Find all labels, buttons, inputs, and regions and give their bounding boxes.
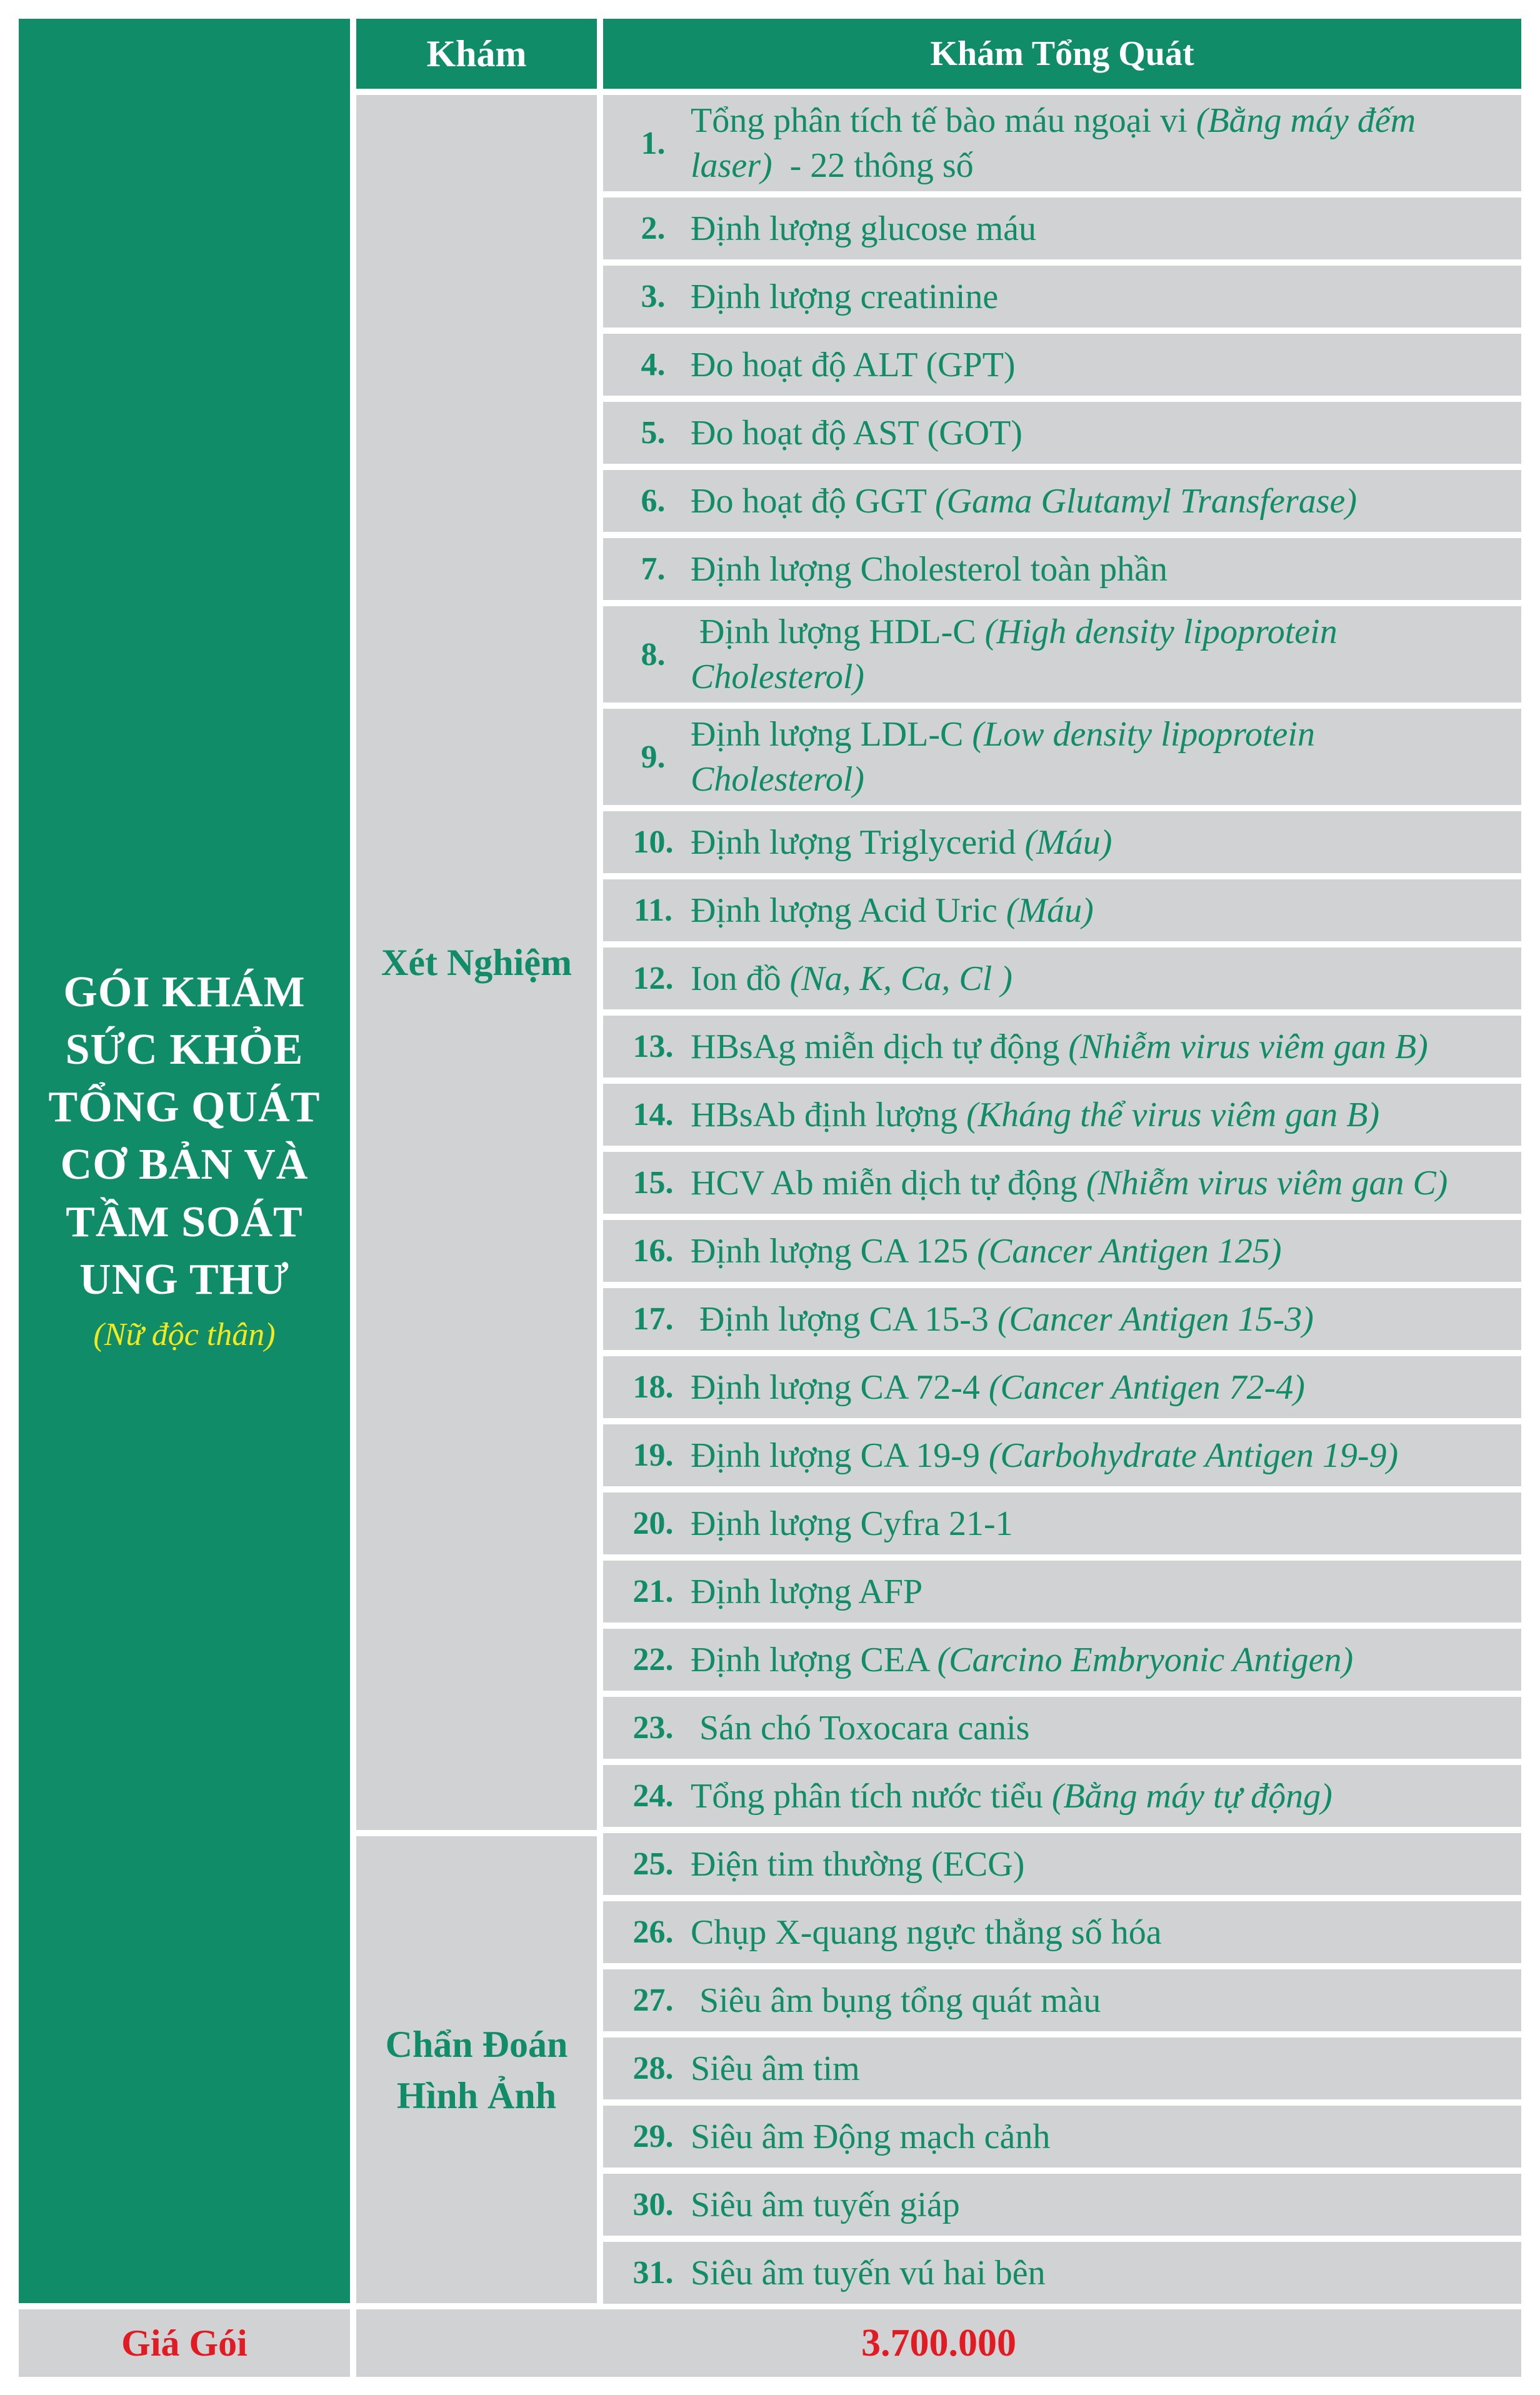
exam-item-name: Định lượng Acid Uric	[691, 891, 1006, 930]
exam-item-row	[603, 538, 1521, 600]
exam-item-row	[603, 1629, 1521, 1691]
exam-item-name: Điện tim thường (ECG)	[691, 1844, 1025, 1884]
exam-item-row	[603, 1901, 1521, 1963]
exam-item-number: 6.	[641, 483, 666, 519]
exam-item-row	[603, 1220, 1521, 1282]
exam-item-text	[691, 547, 1521, 592]
exam-item-number: 30.	[632, 2187, 674, 2222]
exam-item-row	[603, 1288, 1521, 1350]
exam-item-row	[603, 879, 1521, 941]
exam-item-number: 4.	[641, 347, 666, 382]
exam-item-row	[603, 1492, 1521, 1554]
exam-item-name: Siêu âm tuyến vú hai bên	[691, 2253, 1046, 2292]
exam-item-text	[691, 609, 1521, 699]
exam-item-name: HBsAg miễn dịch tự động	[691, 1027, 1069, 1066]
exam-item-text	[691, 2114, 1521, 2159]
package-title-line: TẦM SOÁT	[66, 1198, 303, 1246]
exam-item-number: 25.	[632, 1846, 674, 1882]
exam-item-name: Định lượng CEA	[691, 1640, 938, 1679]
exam-item-name: Định lượng AFP	[691, 1572, 923, 1611]
exam-item-text	[691, 1978, 1521, 2023]
category-chan-doan-hinh-anh	[356, 1836, 597, 2303]
exam-item-row	[603, 1697, 1521, 1759]
package-title-line: CƠ BẢN VÀ	[60, 1140, 309, 1189]
exam-item-text	[691, 342, 1521, 388]
category-xet-nghiem	[356, 95, 597, 1830]
exam-item-row	[603, 709, 1521, 805]
exam-item-note: (Cancer Antigen 15-3)	[997, 1299, 1314, 1339]
exam-item-row	[603, 266, 1521, 328]
exam-item-name: Chụp X-quang ngực thẳng số hóa	[691, 1912, 1162, 1952]
exam-item-text	[691, 1297, 1521, 1342]
exam-item-row	[603, 1765, 1521, 1827]
exam-item-note: (Bằng máy đếm laser)	[691, 101, 1425, 185]
exam-item-number: 1.	[641, 125, 666, 161]
exam-item-text	[691, 206, 1521, 251]
exam-item-row	[603, 95, 1521, 191]
exam-item-note: (Cancer Antigen 72-4)	[988, 1368, 1305, 1407]
exam-item-name: Siêu âm Động mạch cảnh	[691, 2117, 1051, 2156]
exam-item-name: Đo hoạt độ ALT (GPT)	[691, 345, 1016, 384]
exam-item-number: 5.	[641, 415, 666, 451]
exam-item-number: 3.	[641, 279, 666, 314]
exam-item-number: 14.	[632, 1097, 674, 1132]
exam-item-row	[603, 470, 1521, 532]
exam-item-note: (Nhiễm virus viêm gan B)	[1068, 1027, 1428, 1066]
exam-item-row	[603, 334, 1521, 396]
exam-item-number: 24.	[632, 1778, 674, 1814]
exam-item-row	[603, 948, 1521, 1009]
exam-item-name: HCV Ab miễn dịch tự động	[691, 1163, 1086, 1202]
exam-item-row	[603, 402, 1521, 464]
category-label: Xét Nghiệm	[381, 942, 572, 983]
package-title-line: GÓI KHÁM	[63, 968, 306, 1016]
exam-item-text	[691, 712, 1521, 802]
exam-item-row	[603, 1969, 1521, 2031]
exam-item-text	[691, 1024, 1521, 1069]
exam-item-name: Định lượng HDL-C	[691, 612, 985, 651]
exam-item-text	[691, 1229, 1521, 1274]
header-kham-tong-quat: Khám Tổng Quát	[603, 19, 1521, 89]
exam-item-text	[691, 956, 1521, 1001]
header-kham: Khám	[356, 19, 597, 89]
exam-item-number: 11.	[633, 892, 673, 928]
exam-item-number: 31.	[632, 2255, 674, 2291]
exam-item-note: (Carcino Embryonic Antigen)	[937, 1640, 1354, 1679]
exam-item-text	[691, 1569, 1521, 1614]
exam-item-name: Định lượng CA 125	[691, 1231, 978, 1271]
exam-item-number: 15.	[632, 1165, 674, 1201]
exam-item-row	[603, 1152, 1521, 1214]
exam-item-name: Siêu âm tuyến giáp	[691, 2185, 960, 2224]
exam-item-text	[691, 1638, 1521, 1682]
exam-item-text	[691, 1774, 1521, 1819]
exam-item-name: Định lượng creatinine	[691, 277, 999, 316]
exam-item-text	[691, 274, 1521, 319]
package-title-line: SỨC KHỎE	[65, 1025, 304, 1074]
exam-item-name: Định lượng CA 15-3	[691, 1299, 998, 1339]
exam-item-number: 2.	[641, 211, 666, 246]
exam-item-row	[603, 1424, 1521, 1486]
exam-item-row	[603, 1356, 1521, 1418]
exam-item-text	[691, 820, 1521, 865]
exam-item-text	[691, 2251, 1521, 2296]
exam-item-number: 7.	[641, 551, 666, 587]
exam-item-text	[691, 1433, 1521, 1478]
exam-item-number: 26.	[632, 1914, 674, 1950]
exam-item-note: (Kháng thể virus viêm gan B)	[966, 1095, 1380, 1134]
exam-item-row	[603, 1561, 1521, 1622]
exam-item-number: 17.	[632, 1301, 674, 1337]
exam-item-number: 21.	[632, 1574, 674, 1609]
price-label: Giá Gói	[19, 2309, 350, 2377]
exam-item-text	[691, 2046, 1521, 2091]
exam-item-name: Định lượng Triglycerid	[691, 822, 1025, 862]
package-title-line: TỔNG QUÁT	[48, 1082, 321, 1131]
exam-item-name: Định lượng LDL-C	[691, 715, 972, 754]
exam-item-note: (Gama Glutamyl Transferase)	[934, 481, 1358, 521]
category-label: Chẩn Đoán Hình Ảnh	[385, 2023, 568, 2116]
exam-item-row	[603, 2106, 1521, 2168]
exam-item-number: 18.	[632, 1369, 674, 1405]
exam-item-number: 29.	[632, 2119, 674, 2154]
exam-item-name: Đo hoạt độ AST (GOT)	[691, 413, 1022, 452]
exam-item-text	[691, 98, 1521, 188]
exam-item-name: Định lượng CA 19-9	[691, 1436, 989, 1475]
exam-item-note: (Máu)	[1006, 891, 1094, 930]
exam-item-number: 27.	[632, 1982, 674, 2018]
exam-item-number: 9.	[641, 739, 666, 775]
exam-item-name: Siêu âm tim	[691, 2049, 860, 2088]
exam-item-text	[691, 1842, 1521, 1887]
exam-item-number: 12.	[632, 961, 674, 996]
exam-item-text	[691, 1706, 1521, 1751]
exam-item-row	[603, 2242, 1521, 2304]
exam-item-number: 13.	[632, 1029, 674, 1064]
exam-item-name: Đo hoạt độ GGT	[691, 481, 935, 521]
exam-item-text	[691, 479, 1521, 524]
exam-item-note: (Na, K, Ca, Cl )	[789, 959, 1012, 998]
exam-item-text	[691, 411, 1521, 456]
exam-item-name: Định lượng Cyfra 21-1	[691, 1504, 1013, 1543]
exam-item-text	[691, 1501, 1521, 1546]
exam-item-row	[603, 1833, 1521, 1895]
exam-item-note: (Low density lipoprotein Cholesterol)	[691, 715, 1324, 799]
package-title-panel	[19, 19, 350, 2303]
exam-item-name: Siêu âm bụng tổng quát màu	[691, 1981, 1101, 2020]
exam-item-text	[691, 1092, 1521, 1138]
exam-item-name: Định lượng Cholesterol toàn phần	[691, 549, 1168, 589]
exam-item-text	[691, 2182, 1521, 2228]
exam-item-name: Định lượng glucose máu	[691, 209, 1036, 248]
exam-item-name: Định lượng CA 72-4	[691, 1368, 989, 1407]
exam-item-note: (Bằng máy tự động)	[1051, 1776, 1332, 1816]
exam-item-number: 28.	[632, 2051, 674, 2086]
exam-item-number: 20.	[632, 1506, 674, 1541]
exam-item-row	[603, 606, 1521, 702]
exam-item-note: (Cancer Antigen 125)	[977, 1231, 1282, 1271]
exam-item-number: 10.	[632, 824, 674, 860]
exam-item-number: 23.	[632, 1710, 674, 1746]
exam-item-text	[691, 1910, 1521, 1955]
price-value: 3.700.000	[356, 2309, 1521, 2377]
exam-item-name: HBsAb định lượng	[691, 1095, 967, 1134]
exam-item-suffix: - 22 thông số	[772, 146, 974, 185]
exam-item-number: 16.	[632, 1233, 674, 1269]
exam-item-row	[603, 1016, 1521, 1078]
exam-item-number: 22.	[632, 1642, 674, 1678]
package-subtitle: (Nữ độc thân)	[93, 1316, 276, 1352]
exam-item-row	[603, 1084, 1521, 1146]
exam-item-row	[603, 2038, 1521, 2099]
exam-item-name: Sán chó Toxocara canis	[691, 1708, 1030, 1748]
exam-item-row	[603, 811, 1521, 873]
exam-item-note: (High density lipoprotein Cholesterol)	[691, 612, 1346, 696]
exam-item-note: (Máu)	[1024, 822, 1112, 862]
exam-item-text	[691, 888, 1521, 933]
exam-item-note: (Carbohydrate Antigen 19-9)	[988, 1436, 1399, 1475]
exam-item-name: Tổng phân tích tế bào máu ngoại vi	[691, 101, 1196, 140]
exam-item-text	[691, 1161, 1521, 1206]
exam-item-name: Ion đồ	[691, 959, 790, 998]
exam-item-name: Tổng phân tích nước tiểu	[691, 1776, 1052, 1816]
exam-item-row	[603, 2174, 1521, 2236]
exam-item-number: 8.	[641, 636, 666, 672]
exam-item-note: (Nhiễm virus viêm gan C)	[1086, 1163, 1448, 1202]
exam-item-text	[691, 1365, 1521, 1410]
exam-item-row	[603, 198, 1521, 259]
exam-item-number: 19.	[632, 1438, 674, 1473]
package-title-line: UNG THƯ	[79, 1255, 289, 1304]
